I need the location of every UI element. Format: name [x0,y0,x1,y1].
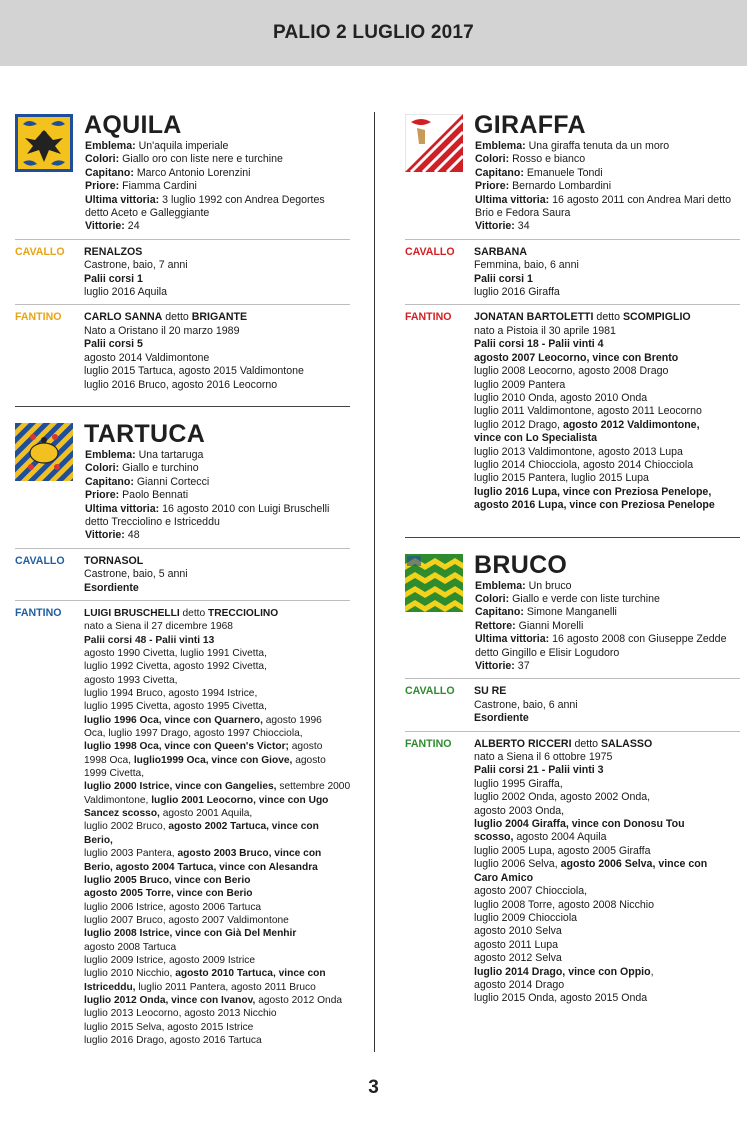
separator [405,304,740,305]
jockey-history: agosto 2007 Chiocciola, [474,885,588,898]
jockey-history: agosto 2005 Torre, vince con Berio [84,888,253,900]
jockey-nickname: BRIGANTE [191,311,248,324]
colori-label: Colori: [85,153,120,166]
jockey-palii: Palii corsi 5 [84,338,143,351]
jockey-history: luglio 2005 Bruco, vince con Berio [84,874,251,886]
emblema-label: Emblema: [475,579,526,592]
capitano-label: Capitano: [475,166,524,179]
separator [405,678,740,679]
horse-palii: Palii corsi 1 [474,272,533,285]
emblema-value: Un'aquila imperiale [138,140,229,152]
capitano-label: Capitano: [85,166,134,179]
jockey-history: luglio 2013 Valdimontone, agosto 2013 Lupa [474,445,683,458]
horse-name: TORNASOL [84,554,144,567]
vittorie-label: Vittorie: [475,660,515,672]
jockey-history: luglio 1995 Civetta, agosto 1995 Civetta, [84,701,267,713]
fantino-label: FANTINO [15,311,62,324]
jockey-history: luglio 2016 Drago, agosto 2016 Tartuca [84,1034,262,1046]
colori-label: Colori: [85,462,120,475]
horse-palii: Palii corsi 1 [84,272,143,285]
fantino-block [15,607,350,1047]
detto-text: detto [574,737,599,750]
jockey-history: luglio 2015 Onda, agosto 2015 Onda [474,992,648,1005]
horse-name: SU RE [474,685,507,698]
jockey-history: luglio 2009 Istrice, agosto 2009 Istrice [84,954,256,966]
jockey-history: luglio 2003 Pantera, agosto 2003 Bruco, vince con [84,848,322,860]
colori-label: Colori: [475,592,510,605]
fantino-block [405,738,740,1006]
vittorie-value: 34 [517,220,530,233]
contrada-name: TARTUCA [84,419,206,448]
capitano-value: Marco Antonio Lorenzini [136,166,251,179]
separator [15,304,350,305]
separator [15,239,350,240]
capitano-value: Simone Manganelli [526,606,617,619]
ultima-value: 16 agosto 2010 con Luigi Bruschelli detto Trecciolino e Istriceddu [85,502,330,528]
jockey-history: luglio 2016 Lupa, vince con Preziosa Penelope, [474,485,712,498]
cavallo-block [405,246,740,300]
ultima-label: Ultima vittoria: [85,502,160,515]
jockey-history: agosto 1993 Civetta, [84,674,178,686]
jockey-history: luglio 1994 Bruco, agosto 1994 Istrice, [84,688,258,700]
emblema-value: Una giraffa tenuta da un moro [528,140,670,152]
ultima-label: Ultima vittoria: [85,193,160,206]
colori-value: Rosso e bianco [512,153,586,166]
jockey-history: agosto 2016 Lupa, vince con Preziosa Penelope [474,499,715,512]
jockey-history: luglio 2012 Onda, vince con Ivanov, agosto 2012 Onda [84,994,343,1006]
jockey-history: luglio 2008 Torre, agosto 2008 Nicchio [474,898,655,911]
fantino-label: FANTINO [405,311,452,324]
contrada-name: AQUILA [84,111,182,139]
jockey-palii: Palii corsi 21 - Palii vinti 3 [474,764,604,777]
jockey-history: luglio 1996 Oca, vince con Quarnero, agosto 1996 [84,714,322,726]
jockey-palii: Palii corsi 48 - Palii vinti 13 [84,634,215,646]
jockey-nickname: SCOMPIGLIO [622,311,691,324]
jockey-history: luglio 2012 Drago, agosto 2012 Valdimontone, [474,418,700,431]
emblema-value: Una tartaruga [138,448,204,461]
jockey-name: CARLO SANNA [84,311,163,324]
colori-value: Giallo e verde con liste turchine [512,592,660,605]
jockey-history: luglio 2014 Drago, vince con Oppio, [474,965,654,978]
jockey-history: agosto 2010 Selva [474,925,562,938]
jockey-history: luglio 2000 Istrice, vince con Gangelies, settembre 2000 [84,781,351,793]
colori-label: Colori: [475,153,510,166]
contrada-separator [405,537,740,538]
rettore-value: Gianni Morelli [518,619,584,632]
jockey-history: Caro Amico [474,871,534,884]
detto-text: detto [596,311,620,324]
cavallo-label: CAVALLO [405,245,455,258]
detto-text: detto [182,607,206,619]
ultima-value: 16 agosto 2011 con Andrea Mari detto Brio e Fedora Saura [475,193,731,220]
jockey-history: Oca, luglio 1997 Drago, agosto 1997 Chiocciola, [84,728,303,740]
vittorie-value: 37 [517,660,530,672]
jockey-history: 1999 Civetta, [84,768,145,780]
contrada-name: GIRAFFA [474,111,586,139]
jockey-nickname: SALASSO [600,737,653,750]
separator [15,548,350,549]
jockey-history: luglio 2008 Leocorno, agosto 2008 Drago [474,365,669,378]
jockey-history: luglio 2013 Leocorno, agosto 2013 Nicchio [84,1008,277,1020]
priore-value: Paolo Bennati [122,489,189,502]
jockey-history: luglio 1995 Giraffa, [474,777,563,790]
horse-name: SARBANA [474,245,527,258]
jockey-born: Nato a Oristano il 20 marzo 1989 [84,324,240,337]
contrada-name: BRUCO [474,550,568,579]
emblema-label: Emblema: [475,140,526,152]
emblema-label: Emblema: [85,140,136,152]
jockey-history: luglio 2004 Giraffa, vince con Donosu Tou [474,818,685,831]
capitano-value: Emanuele Tondi [526,166,603,179]
jockey-history: luglio 2015 Pantera, luglio 2015 Lupa [474,472,649,485]
ultima-value: 16 agosto 2008 con Giuseppe Zedde detto Gingillo e Elisir Logudoro [475,633,727,659]
jockey-history: luglio 2005 Lupa, agosto 2005 Giraffa [474,844,651,857]
jockey-history: luglio 2009 Chiocciola [474,911,578,924]
jockey-history: agosto 1990 Civetta, luglio 1991 Civetta, [84,648,267,659]
jockey-history: agosto 2012 Selva [474,952,562,965]
jockey-born: nato a Siena il 27 dicembre 1968 [84,621,233,633]
jockey-history: Istriceddu, luglio 2011 Pantera, agosto 2011 Bruco [84,981,316,993]
tartuca-crest-icon [15,423,73,481]
column-divider [374,112,375,1052]
jockey-history: luglio 2007 Bruco, agosto 2007 Valdimontone [84,914,289,926]
horse-palii: Esordiente [84,581,139,594]
jockey-history: agosto 2014 Drago [474,978,565,991]
jockey-history: luglio 2006 Istrice, agosto 2006 Tartuca [84,901,262,913]
horse-palii: Esordiente [474,712,529,725]
page-header [0,0,747,66]
horse-desc: Castrone, baio, 5 anni [84,568,188,581]
contrada-tartuca [15,421,350,1047]
aquila-crest-icon [15,114,73,172]
contrada-giraffa [405,112,740,513]
jockey-history: Berio, agosto 2004 Tartuca, vince con Alesandra [84,861,318,873]
jockey-history: luglio 2009 Pantera [474,378,566,391]
jockey-history: luglio 1992 Civetta, agosto 1992 Civetta, [84,661,267,673]
jockey-history: Berio, [84,834,113,846]
page-title: PALIO 2 LUGLIO 2017 [273,22,474,43]
jockey-history: luglio 1998 Oca, vince con Queen's Victor; agosto [84,741,323,753]
jockey-history: luglio 2016 Bruco, agosto 2016 Leocorno [84,378,278,391]
jockey-history: agosto 2003 Onda, [474,804,565,817]
jockey-history: 1998 Oca, luglio1999 Oca, vince con Giove, agosto [84,754,326,766]
cavallo-label: CAVALLO [15,245,65,258]
jockey-name: LUIGI BRUSCHELLI [84,607,180,619]
priore-label: Priore: [85,180,120,193]
vittorie-label: Vittorie: [85,220,125,233]
colori-value: Giallo e turchino [122,462,199,475]
fantino-label: FANTINO [15,606,62,619]
contrada-bruco [405,552,740,1006]
jockey-history: luglio 2010 Nicchio, agosto 2010 Tartuca, vince con [84,968,326,980]
horse-history: luglio 2016 Aquila [84,286,168,299]
priore-value: Bernardo Lombardini [512,180,612,193]
jockey-name: JONATAN BARTOLETTI [474,311,594,324]
jockey-history: luglio 2002 Onda, agosto 2002 Onda, [474,791,651,804]
jockey-history: agosto 2007 Leocorno, vince con Brento [474,351,679,364]
capitano-label: Capitano: [475,606,524,619]
jockey-history: luglio 2015 Tartuca, agosto 2015 Valdimontone [84,365,304,378]
jockey-history: luglio 2015 Selva, agosto 2015 Istrice [84,1021,254,1033]
cavallo-block [15,246,350,300]
capitano-value: Gianni Cortecci [136,475,210,488]
jockey-history: luglio 2006 Selva, agosto 2006 Selva, vince con [474,858,708,871]
fantino-block [405,311,740,512]
jockey-history: luglio 2002 Bruco, agosto 2002 Tartuca, vince con [84,821,319,833]
jockey-palii: Palii corsi 18 - Palii vinti 4 [474,338,604,351]
priore-value: Fiamma Cardini [122,180,197,193]
jockey-history: Sancez scosso, agosto 2001 Aquila, [84,808,253,820]
right-column [405,112,740,1006]
vittorie-label: Vittorie: [475,220,515,233]
jockey-history: agosto 2011 Lupa [474,938,559,951]
horse-desc: Castrone, baio, 6 anni [474,698,578,711]
ultima-label: Ultima vittoria: [475,633,550,646]
emblema-label: Emblema: [85,448,136,461]
vittorie-value: 48 [127,529,140,542]
jockey-history: vince con Lo Specialista [474,432,598,445]
fantino-label: FANTINO [405,737,452,750]
jockey-history: luglio 2011 Valdimontone, agosto 2011 Leocorno [474,405,702,418]
page-number: 3 [368,1077,379,1098]
vittorie-label: Vittorie: [85,529,125,542]
separator [405,731,740,732]
jockey-name: ALBERTO RICCERI [474,737,572,750]
cavallo-block [405,685,740,725]
jockey-history: luglio 2014 Chiocciola, agosto 2014 Chiocciola [474,458,694,471]
contrada-aquila [15,112,350,392]
jockey-born: nato a Siena il 6 ottobre 1975 [474,751,613,764]
cavallo-block [15,555,350,595]
horse-name: RENALZOS [84,245,143,258]
priore-label: Priore: [85,489,120,502]
cavallo-label: CAVALLO [405,685,455,698]
jockey-history: agosto 2008 Tartuca [84,941,177,953]
separator [15,600,350,601]
cavallo-label: CAVALLO [15,554,65,567]
emblema-value: Un bruco [528,579,572,592]
rettore-label: Rettore: [475,619,516,632]
colori-value: Giallo oro con liste nere e turchine [122,153,283,166]
capitano-label: Capitano: [85,475,134,488]
bruco-crest-icon [405,554,463,612]
fantino-block [15,311,350,391]
giraffa-crest-icon [405,114,463,172]
jockey-nickname: TRECCIOLINO [208,607,279,619]
horse-desc: Castrone, baio, 7 anni [84,259,188,272]
jockey-history: scosso, agosto 2004 Aquila [474,831,607,844]
detto-text: detto [165,311,189,324]
priore-label: Priore: [475,180,510,193]
horse-history: luglio 2016 Giraffa [474,286,560,299]
ultima-label: Ultima vittoria: [475,193,550,206]
vittorie-value: 24 [127,220,140,233]
contrada-separator [15,406,350,407]
horse-desc: Femmina, baio, 6 anni [474,259,579,272]
jockey-history: agosto 2014 Valdimontone [84,351,210,364]
jockey-history: Valdimontone, luglio 2001 Leocorno, vince con Ugo [84,794,329,806]
jockey-history: luglio 2010 Onda, agosto 2010 Onda [474,391,648,404]
jockey-born: nato a Pistoia il 30 aprile 1981 [474,324,616,337]
separator [405,239,740,240]
ultima-value: 3 luglio 1992 con Andrea Degortes detto Aceto e Galleggiante [85,193,325,220]
left-column [15,112,350,1047]
jockey-history: luglio 2008 Istrice, vince con Già Del Menhir [84,928,297,940]
